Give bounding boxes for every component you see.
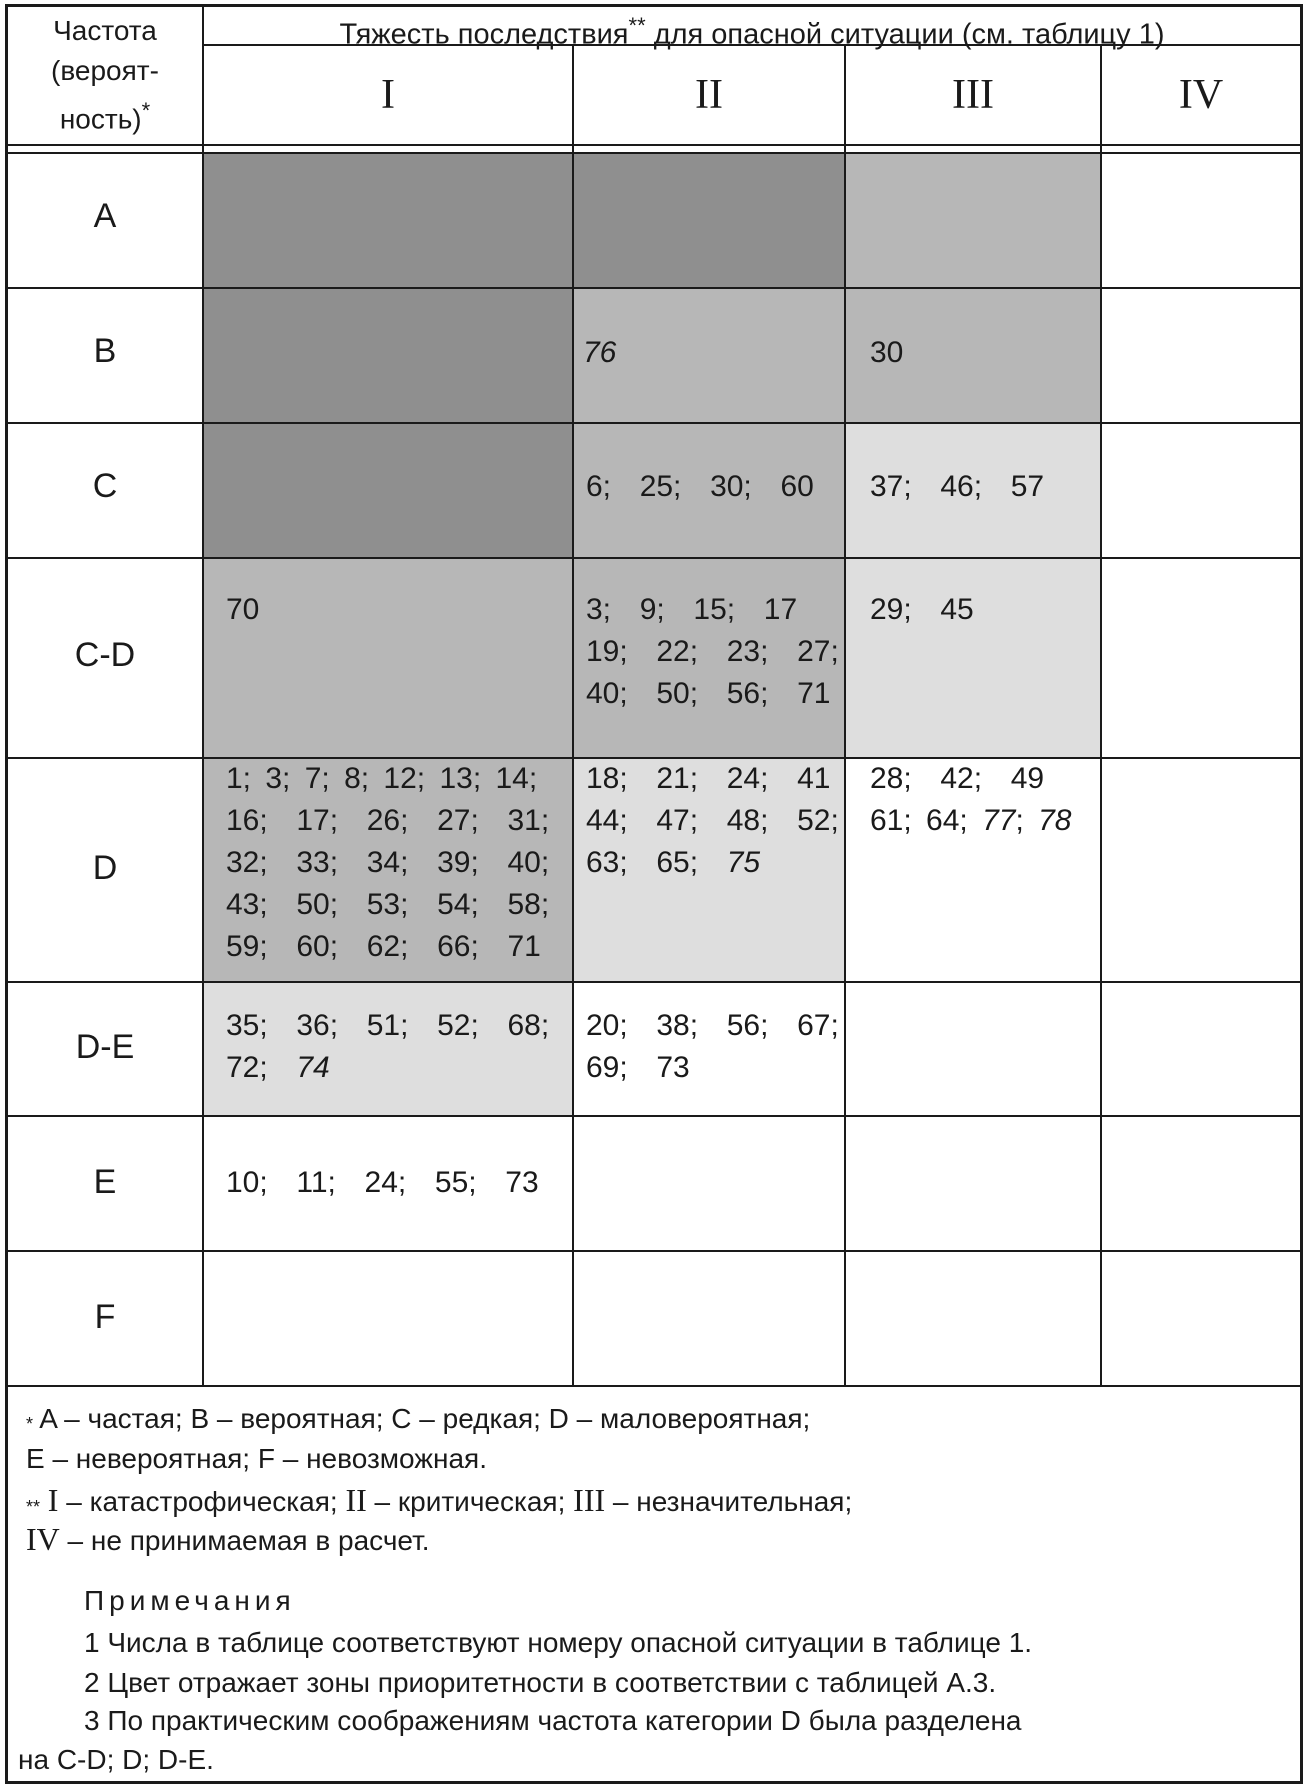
col-header-II: II <box>695 72 723 118</box>
severity-header <box>204 9 1300 52</box>
zone-B-I <box>204 288 574 423</box>
cell-CD-II: 3; 9; 15; 17 19; 22; 23; 27; 40; 50; 56; 71 <box>586 593 839 710</box>
col-header-IV: IV <box>1178 72 1224 118</box>
note-3-line-1: 3 По практическим соображениям частота категории D была разделена <box>84 1705 1022 1736</box>
zone-A-III <box>846 154 1102 288</box>
legend-double-star: ** <box>26 1497 41 1517</box>
note-2: 2 Цвет отражает зоны приоритетности в соответствии с таблицей А.3. <box>84 1667 997 1698</box>
zone-A-II <box>574 154 846 288</box>
row-label-D-E: D-E <box>75 1028 135 1066</box>
row-label-F: F <box>94 1298 116 1336</box>
cell-C-II: 6; 25; 30; 60 <box>586 470 814 503</box>
cell-B-II: 76 <box>583 336 617 369</box>
zone-CD-III <box>846 558 1102 758</box>
cell-CD-III: 29; 45 <box>870 593 974 626</box>
frequency-footnote-mark: * <box>141 98 151 123</box>
cell-DE-II: 20; 38; 56; 67; 69; 73 <box>586 1009 839 1084</box>
risk-matrix-table <box>5 4 1303 1784</box>
frequency-label-line1: Частота <box>53 15 157 46</box>
row-label-E: E <box>93 1163 117 1201</box>
zone-A-I <box>204 154 574 288</box>
col-rule <box>1100 44 1102 1386</box>
col-rule <box>202 7 204 1386</box>
col-header-I: I <box>381 72 395 118</box>
row-label-C-D: C-D <box>74 636 136 674</box>
legend-line-3: ** I – катастрофическая; II – критическая; III – незначительная; <box>26 1482 853 1518</box>
note-3-line-2: на C-D; D; D-E. <box>18 1744 214 1775</box>
notes-title: Примечания <box>84 1585 296 1616</box>
cell-D-I: 1; 3; 7; 8; 12; 13; 14; 16; 17; 26; 27; 31; 32; 33; 34; 39; 40; 43; 50; 53; 54; 58; 59; 60; 62; 66; 71 <box>226 762 550 963</box>
legend-line-2: E – невероятная; F – невозможная. <box>26 1443 488 1474</box>
legend-line-4: IV – не принимаемая в расчет. <box>26 1521 430 1557</box>
zone-CD-I <box>204 558 574 758</box>
cell-D-III-text: 28; 42; 49 61; 64; 77; 78 <box>870 762 1072 837</box>
severity-title-rest: для опасной ситуации (см. таблицу 1) <box>645 18 1165 51</box>
cell-B-III: 30 <box>870 336 904 369</box>
severity-footnote-mark: ** <box>628 13 646 38</box>
cell-D-II <box>586 758 839 884</box>
cell-D-III <box>870 758 1072 842</box>
cell-D-II-text: 18; 21; 24; 41 44; 47; 48; 52; 63; 65; 75 <box>586 762 839 879</box>
frequency-header <box>8 11 202 139</box>
col-rule <box>844 44 846 1386</box>
frequency-label-line3: ность)* <box>59 98 151 135</box>
cell-DE-I-text: 35; 36; 51; 52; 68; 72; 74 <box>226 1009 550 1084</box>
legend-line-1: * A – частая; B – вероятная; C – редкая; D – маловероятная; <box>26 1403 811 1434</box>
note-1: 1 Числа в таблице соответствуют номеру опасной ситуации в таблице 1. <box>84 1627 1033 1658</box>
frequency-label-line2: (вероят- <box>51 55 159 86</box>
severity-title: Тяжесть последствия <box>339 18 629 51</box>
cell-CD-I: 70 <box>226 593 260 626</box>
row-label-A: A <box>93 197 117 235</box>
col-header-III: III <box>952 72 994 118</box>
row-label-B: B <box>93 332 117 370</box>
row-label-C: C <box>92 467 118 505</box>
legend-star: * <box>26 1414 34 1434</box>
cell-E-I: 10; 11; 24; 55; 73 <box>226 1166 539 1199</box>
cell-C-III: 37; 46; 57 <box>870 470 1045 503</box>
cell-DE-I <box>226 1005 549 1089</box>
row-label-D: D <box>92 849 118 887</box>
zone-C-I <box>204 423 574 558</box>
col-rule <box>572 44 574 1386</box>
